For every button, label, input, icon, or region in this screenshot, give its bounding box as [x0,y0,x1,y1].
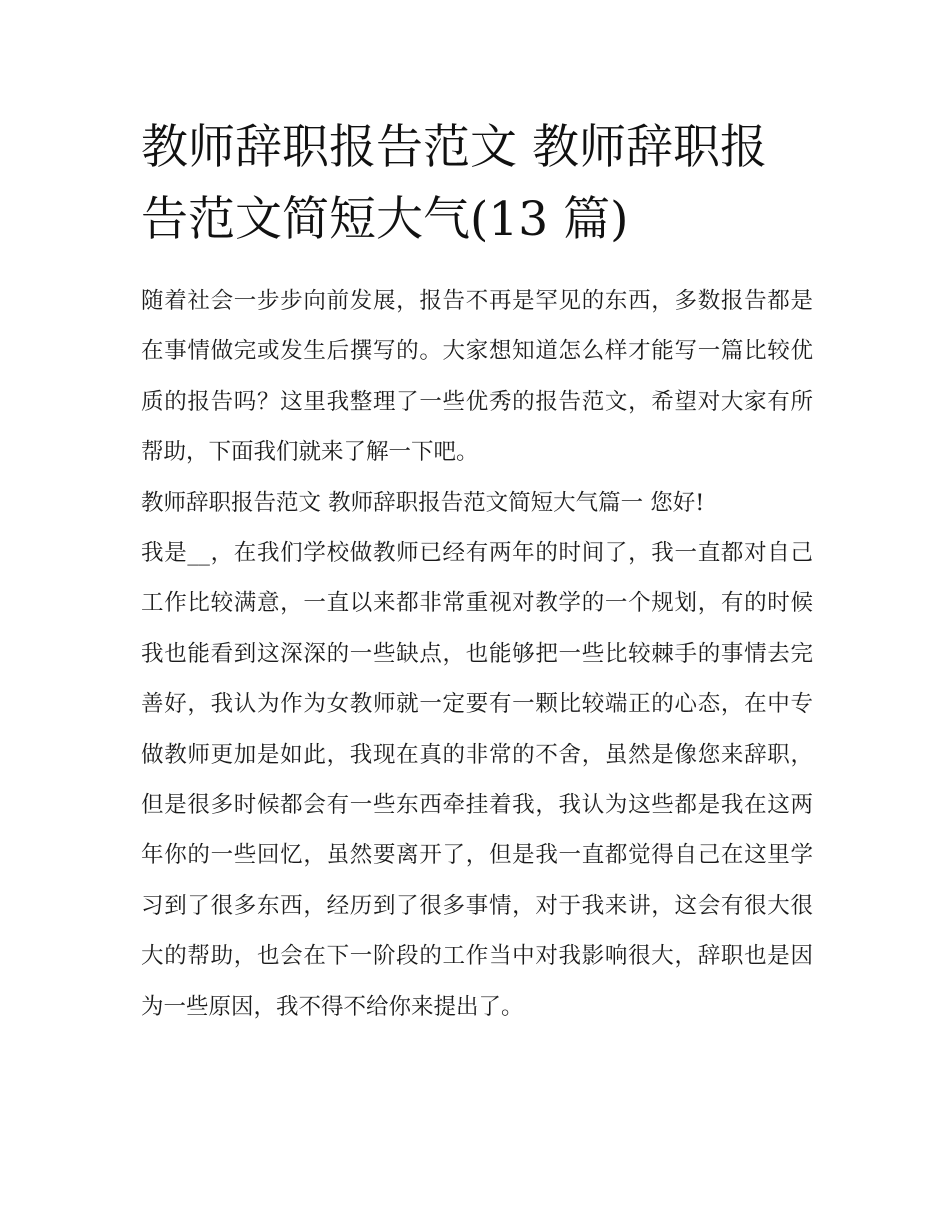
document-content [141,112,813,1032]
section-heading: 教师辞职报告范文 教师辞职报告范文简短大气篇一 您好! [141,489,705,516]
document-title: 教师辞职报告范文 教师辞职报告范文简短大气(13 篇) [141,120,767,247]
body-paragraph: 我是__，在我们学校做教师已经有两年的时间了，我一直都对自己工作比较满意，一直以来都非常重视对教学的一个规划，有的时候我也能看到这深深的一些缺点，也能够把一些比较棘手的事情去完善好，我认为作为女教师就一定要有一颗比较端正的心态，在中专做教师更加是如此，我现在真的非常的不舍，虽然是像您来辞职，但是很多时候都会有一些东西牵挂着我，我认为这些都是我在这两年你的一些回忆，虽然要离开了，但是我一直都觉得自己在这里学习到了很多东西，经历到了很多事情，对于我来讲，这会有很大很大的帮助，也会在下一阶段的工作当中对我影响很大，辞职也是因为一些原因，我不得不给你来提出了。 [141,540,813,1020]
intro-paragraph: 随着社会一步步向前发展，报告不再是罕见的东西，多数报告都是在事情做完或发生后撰写的。大家想知道怎么样才能写一篇比较优质的报告吗？这里我整理了一些优秀的报告范文，希望对大家有所帮助，下面我们就来了解一下吧。 [141,288,813,466]
